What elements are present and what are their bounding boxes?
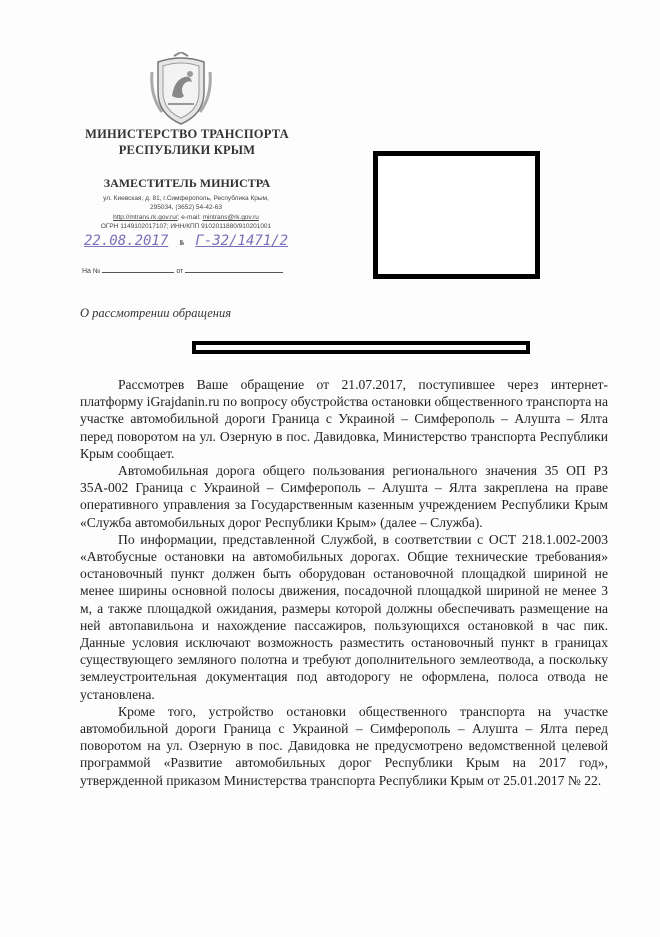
address-line1: ул. Киевская, д. 81, г.Симферополь, Республика Крым,: [103, 195, 269, 202]
reference-no-blank: [102, 266, 174, 273]
body-paragraph-1: Рассмотрев Ваше обращение от 21.07.2017, поступившее через интернет-платформу iGrajdanin.ru по вопросу обустройства остановки общественного транспорта на участке автомобильной дороги Граница с Украиной – Симферополь – Алушта – Ялта перед поворотом на ул. Озерную в пос. Давидовка, Министерство транспорта Республики Крым сообщает.: [80, 377, 608, 461]
outgoing-no-label: №: [179, 239, 184, 247]
redacted-salutation-bar: [192, 341, 530, 354]
crimea-coat-of-arms-icon: [150, 52, 212, 126]
deputy-minister-title: ЗАМЕСТИТЕЛЬ МИНИСТРА: [103, 176, 271, 190]
ogrn-line: ОГРН 1149102017107; ИНН/КПП 9102011880/910201001: [100, 223, 272, 230]
ministry-name-line2: РЕСПУБЛИКИ КРЫМ: [118, 143, 256, 157]
address-line2: 295034, (3652) 54-42-63: [150, 204, 222, 211]
reference-no-label: На №: [82, 268, 101, 275]
outgoing-registration: [84, 233, 288, 249]
reference-date-blank: [185, 266, 283, 273]
ministry-name-line1: МИНИСТЕРСТВО ТРАНСПОРТА: [85, 127, 289, 141]
email-link[interactable]: mintrans@rk.gov.ru: [202, 214, 259, 221]
letter-body: [80, 376, 608, 789]
reference-from-label: от: [176, 268, 184, 275]
contact-line: http://mtrans.rk.gov.ru/; e-mail: mintrans@rk.gov.ru: [113, 214, 259, 221]
outgoing-number: Г-32/1471/2: [195, 233, 289, 249]
letter-subject: О рассмотрении обращения: [80, 306, 232, 320]
body-paragraph-3: По информации, представленной Службой, в соответствии с ОСТ 218.1.002-2003 «Автобусные остановки на автомобильных дорогах. Общие технические требования» остановочный пункт должен быть оборудован остановочной площадкой шириной не менее ширины основной полосы движения, посадочной площадкой шириной не менее 3 м, а также площадкой ожидания, размеры которой должны обеспечивать размещение на ней автопавильона и нахождение пассажиров, пользующихся остановкой в час пик. Данные условия исключают возможность разместить остановочный пункт в границах существующего земляного полотна и требуют дополнительного землеотвода, а поскольку землеустроительная документация под автодорогу не оформлена, полоса отвода не установлена.: [80, 531, 608, 702]
redacted-addressee-box: [373, 151, 540, 279]
body-paragraph-4: Кроме того, устройство остановки общественного транспорта на участке автомобильной дороги Граница с Украиной – Симферополь – Алушта – Ялта перед поворотом на ул. Озерную в пос. Давидовка не предусмотрено ведомственной целевой программой «Развитие автомобильных дорог Республики Крым на 2017 год», утвержденной приказом Министерства транспорта Республики Крым от 25.01.2017 № 22.: [80, 703, 608, 788]
reference-line: [82, 266, 283, 275]
website-link[interactable]: http://mtrans.rk.gov.ru/: [113, 214, 178, 221]
body-paragraph-2: Автомобильная дорога общего пользования регионального значения 35 ОП РЗ 35А-002 Граница с Украиной – Симферополь – Алушта – Ялта закреплена на праве оперативного управления за Государственным казенным учреждением Республики Крым «Служба автомобильных дорог Республики Крым» (далее – Служба).: [80, 463, 608, 530]
email-label: e-mail:: [181, 214, 201, 221]
ministry-name: [72, 126, 302, 158]
outgoing-date: 22.08.2017: [84, 233, 169, 249]
